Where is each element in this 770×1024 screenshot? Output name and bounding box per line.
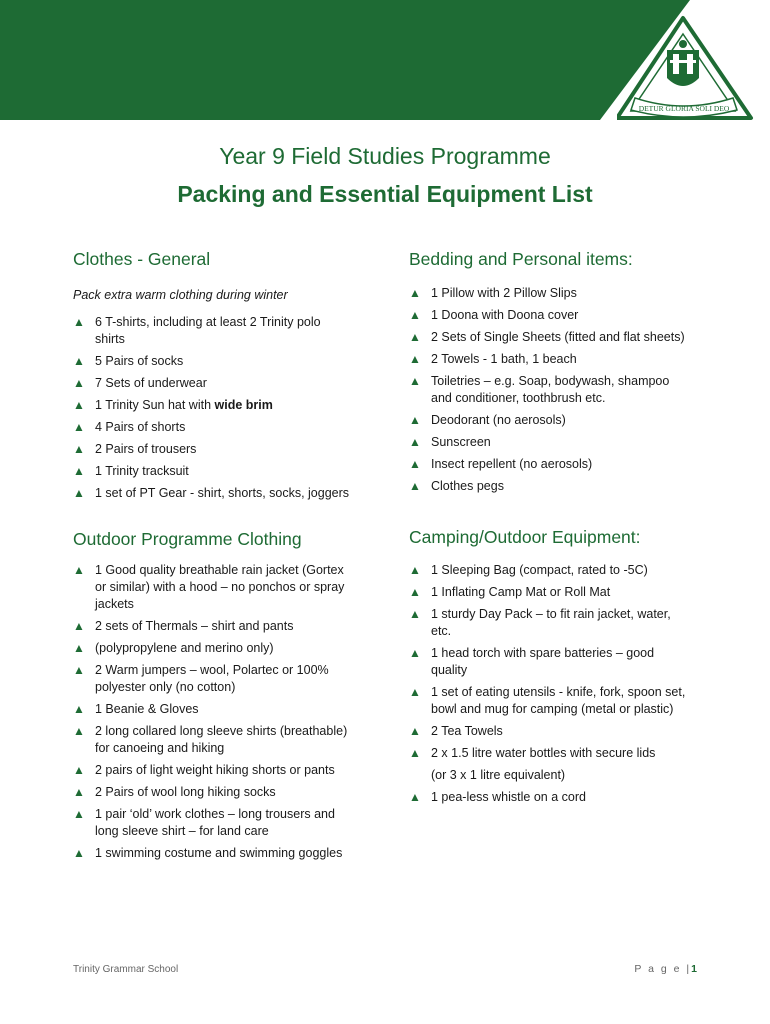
item-text: 2 Towels - 1 bath, 1 beach	[431, 352, 577, 366]
item-text: polyester only (no cotton)	[95, 680, 236, 694]
triangle-bullet-icon: ▲	[409, 374, 421, 388]
list-item	[73, 806, 373, 840]
list-item	[73, 562, 373, 613]
item-text: 1 sturdy Day Pack – to fit rain jacket, water,	[431, 607, 671, 621]
item-text: quality	[431, 663, 468, 677]
list-item	[73, 375, 373, 392]
item-text: long sleeve shirt – for land care	[95, 824, 269, 838]
list-item	[73, 762, 373, 779]
triangle-bullet-icon: ▲	[73, 420, 85, 434]
list-item	[73, 419, 373, 436]
list-item	[73, 314, 373, 348]
triangle-bullet-icon: ▲	[409, 607, 421, 621]
item-text: 1 set of PT Gear - shirt, shorts, socks, joggers	[95, 486, 350, 500]
section-clothes-general	[73, 249, 373, 507]
list-item	[409, 745, 709, 762]
triangle-bullet-icon: ▲	[73, 376, 85, 390]
triangle-bullet-icon: ▲	[409, 646, 421, 660]
list-item-note: (or 3 x 1 litre equivalent)	[431, 768, 566, 782]
item-text: 1 head torch with spare batteries – good	[431, 646, 655, 660]
triangle-bullet-icon: ▲	[73, 563, 85, 577]
item-text: 1 Trinity Sun hat with	[95, 398, 215, 412]
item-text: 2 Tea Towels	[431, 724, 503, 738]
list-item	[73, 463, 373, 480]
triangle-bullet-icon: ▲	[409, 457, 421, 471]
triangle-bullet-icon: ▲	[73, 619, 85, 633]
list-item	[409, 645, 709, 679]
footer-school-name: Trinity Grammar School	[73, 964, 179, 975]
school-crest-logo	[617, 14, 757, 126]
item-text: (polypropylene and merino only)	[95, 641, 274, 655]
triangle-bullet-icon: ▲	[409, 479, 421, 493]
camping-list	[409, 562, 709, 806]
triangle-bullet-icon: ▲	[73, 724, 85, 738]
item-text: shirts	[95, 332, 125, 346]
triangle-bullet-icon: ▲	[73, 663, 85, 677]
list-item	[73, 485, 373, 502]
list-item	[409, 351, 709, 368]
triangle-bullet-icon: ▲	[73, 442, 85, 456]
list-item	[409, 434, 709, 451]
item-text: Clothes pegs	[431, 479, 504, 493]
triangle-bullet-icon: ▲	[73, 354, 85, 368]
triangle-bullet-icon: ▲	[409, 746, 421, 760]
outdoor-clothing-list	[73, 562, 373, 862]
triangle-bullet-icon: ▲	[73, 641, 85, 655]
item-text: Sunscreen	[431, 435, 491, 449]
item-text: Insect repellent (no aerosols)	[431, 457, 593, 471]
list-item	[409, 684, 709, 718]
item-text: 7 Sets of underwear	[95, 376, 207, 390]
list-item	[409, 373, 709, 407]
triangle-bullet-icon: ▲	[73, 807, 85, 821]
item-text: for canoeing and hiking	[95, 741, 225, 755]
triangle-bullet-icon: ▲	[73, 464, 85, 478]
clothes-general-list	[73, 314, 373, 502]
triangle-bullet-icon: ▲	[73, 763, 85, 777]
triangle-bullet-icon: ▲	[73, 486, 85, 500]
list-item	[73, 701, 373, 718]
item-text: 2 sets of Thermals – shirt and pants	[95, 619, 294, 633]
list-item	[73, 640, 373, 657]
triangle-bullet-icon: ▲	[73, 315, 85, 329]
item-text: or similar) with a hood – no ponchos or spray	[95, 580, 345, 594]
page-subtitle: Packing and Essential Equipment List	[177, 181, 593, 207]
triangle-bullet-icon: ▲	[73, 702, 85, 716]
item-text: and conditioner, toothbrush etc.	[431, 391, 606, 405]
section-heading: Camping/Outdoor Equipment:	[409, 527, 641, 547]
list-item	[73, 784, 373, 801]
item-text: 5 Pairs of socks	[95, 354, 184, 368]
item-text: 1 Sleeping Bag (compact, rated to -5C)	[431, 563, 648, 577]
item-emphasis: wide brim	[214, 398, 273, 412]
triangle-bullet-icon: ▲	[73, 785, 85, 799]
triangle-bullet-icon: ▲	[409, 724, 421, 738]
item-text: 6 T-shirts, including at least 2 Trinity polo	[95, 315, 321, 329]
list-item	[409, 789, 709, 806]
item-text: 2 x 1.5 litre water bottles with secure lids	[431, 746, 656, 760]
item-text: 2 Sets of Single Sheets (fitted and flat sheets)	[431, 330, 685, 344]
section-outdoor-clothing	[73, 529, 373, 867]
section-heading: Bedding and Personal items:	[409, 249, 633, 269]
list-item	[409, 456, 709, 473]
item-text: 1 Inflating Camp Mat or Roll Mat	[431, 585, 611, 599]
section-camping	[409, 527, 709, 811]
triangle-bullet-icon: ▲	[73, 398, 85, 412]
triangle-bullet-icon: ▲	[409, 563, 421, 577]
page-number: 1	[691, 963, 697, 975]
list-item	[409, 478, 709, 495]
triangle-bullet-icon: ▲	[409, 352, 421, 366]
list-item	[409, 285, 709, 302]
section-note: Pack extra warm clothing during winter	[73, 288, 288, 302]
item-text: jackets	[95, 597, 134, 611]
bedding-list	[409, 285, 709, 495]
item-text: 1 Beanie & Gloves	[95, 702, 199, 716]
triangle-bullet-icon: ▲	[409, 435, 421, 449]
page-title: Year 9 Field Studies Programme	[219, 143, 551, 169]
item-text: 2 Pairs of wool long hiking socks	[95, 785, 276, 799]
list-item	[73, 353, 373, 370]
footer-page-number	[634, 963, 697, 975]
item-text: Toiletries – e.g. Soap, bodywash, shampoo	[431, 374, 670, 388]
section-bedding	[409, 249, 709, 500]
section-heading: Clothes - General	[73, 249, 211, 269]
page-label: P a g e |	[634, 963, 692, 975]
list-item	[409, 412, 709, 429]
item-text: 2 Warm jumpers – wool, Polartec or 100%	[95, 663, 329, 677]
triangle-bullet-icon: ▲	[409, 286, 421, 300]
list-item	[73, 397, 373, 414]
list-item	[73, 845, 373, 862]
list-item	[73, 662, 373, 696]
item-text: 2 pairs of light weight hiking shorts or pants	[95, 763, 335, 777]
triangle-bullet-icon: ▲	[409, 308, 421, 322]
list-item	[73, 618, 373, 635]
item-text: 1 Trinity tracksuit	[95, 464, 189, 478]
triangle-bullet-icon: ▲	[409, 790, 421, 804]
list-item	[409, 329, 709, 346]
item-text: 2 Pairs of trousers	[95, 442, 197, 456]
list-item	[409, 723, 709, 740]
list-item	[73, 723, 373, 757]
item-text: bowl and mug for camping (metal or plastic)	[431, 702, 674, 716]
triangle-bullet-icon: ▲	[409, 413, 421, 427]
crest-motto: DETUR GLORIA SOLI DEO	[638, 104, 730, 113]
list-item	[409, 584, 709, 601]
list-item	[73, 441, 373, 458]
item-text: etc.	[431, 624, 452, 638]
triangle-bullet-icon: ▲	[73, 846, 85, 860]
item-text: 1 pair ‘old’ work clothes – long trousers and	[95, 807, 335, 821]
section-heading: Outdoor Programme Clothing	[73, 529, 302, 549]
item-text: 2 long collared long sleeve shirts (breathable)	[95, 724, 348, 738]
list-item	[409, 606, 709, 640]
item-text: 1 Pillow with 2 Pillow Slips	[431, 286, 577, 300]
list-item	[409, 562, 709, 579]
list-item	[409, 307, 709, 324]
triangle-bullet-icon: ▲	[409, 685, 421, 699]
item-text: 1 pea-less whistle on a cord	[431, 790, 586, 804]
item-text: 1 Doona with Doona cover	[431, 308, 579, 322]
item-text: 1 set of eating utensils - knife, fork, spoon set,	[431, 685, 686, 699]
item-text: 1 swimming costume and swimming goggles	[95, 846, 343, 860]
triangle-bullet-icon: ▲	[409, 585, 421, 599]
item-text: 4 Pairs of shorts	[95, 420, 186, 434]
item-text: Deodorant (no aerosols)	[431, 413, 566, 427]
triangle-bullet-icon: ▲	[409, 330, 421, 344]
item-text: 1 Good quality breathable rain jacket (Gortex	[95, 563, 344, 577]
